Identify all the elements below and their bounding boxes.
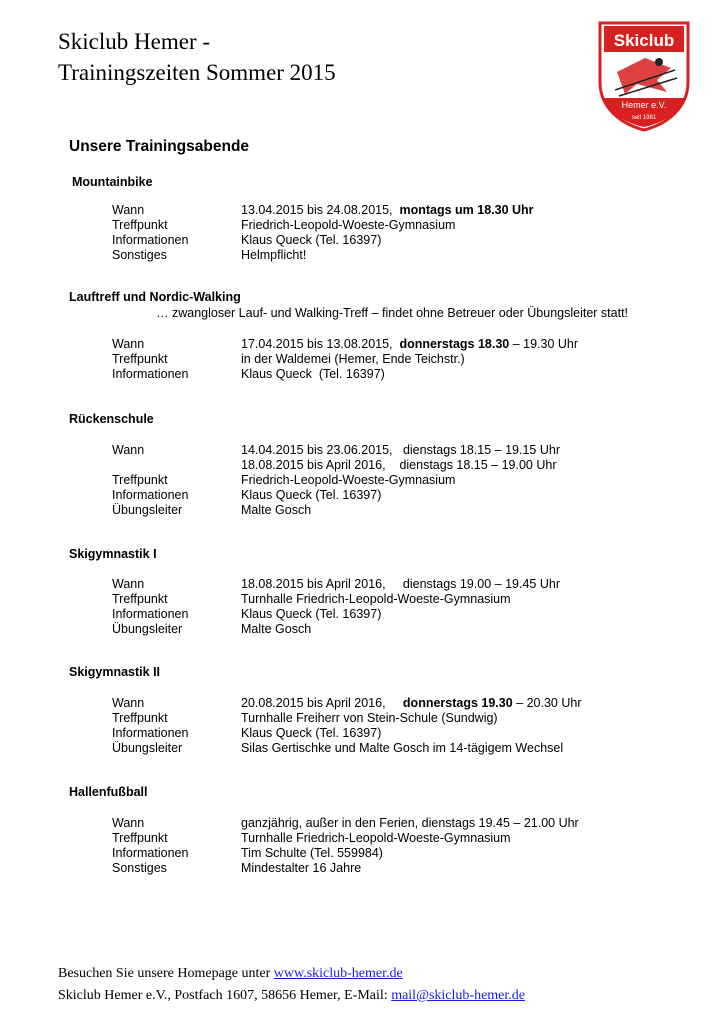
footer-homepage-text: Besuchen Sie unsere Homepage unter <box>58 966 274 981</box>
value-treffpunkt: Turnhalle Friedrich-Leopold-Woeste-Gymnasium <box>241 592 511 606</box>
value-sonstiges: Helmpflicht! <box>241 248 307 262</box>
value-wann: 18.08.2015 bis April 2016, dienstags 19.00 – 19.45 Uhr <box>241 577 560 591</box>
label-treffpunkt: Treffpunkt <box>112 831 168 845</box>
value-treffpunkt: Turnhalle Freiherr von Stein-Schule (Sundwig) <box>241 711 498 725</box>
label-informationen: Informationen <box>112 488 189 502</box>
logo-text-since: seit 1981 <box>631 115 657 121</box>
value-informationen: Klaus Queck (Tel. 16397) <box>241 233 382 247</box>
value-wann: 14.04.2015 bis 23.06.2015, dienstags 18.15 – 19.15 Uhr <box>241 443 560 457</box>
value-wann-bold: donnerstags 18.30 <box>399 337 510 351</box>
section-title-lauftreff: Lauftreff und Nordic-Walking <box>69 290 241 304</box>
section-title-rueckenschule: Rückenschule <box>69 412 154 426</box>
value-informationen: Klaus Queck (Tel. 16397) <box>241 367 385 381</box>
section-title-hallenfussball: Hallenfußball <box>69 785 148 799</box>
value-wann: 20.08.2015 bis April 2016, <box>241 696 403 710</box>
club-logo <box>597 20 691 132</box>
label-treffpunkt: Treffpunkt <box>112 592 168 606</box>
value-wann: 13.04.2015 bis 24.08.2015, <box>241 203 400 217</box>
label-sonstiges: Sonstiges <box>112 861 167 875</box>
email-link[interactable]: mail@skiclub-hemer.de <box>391 988 525 1003</box>
label-treffpunkt: Treffpunkt <box>112 218 168 232</box>
label-treffpunkt: Treffpunkt <box>112 352 168 366</box>
label-wann: Wann <box>112 337 145 351</box>
value-treffpunkt: Friedrich-Leopold-Woeste-Gymnasium <box>241 218 456 232</box>
label-informationen: Informationen <box>112 233 189 247</box>
section-note-lauftreff: … zwangloser Lauf- und Walking-Treff – findet ohne Betreuer oder Übungsleiter statt! <box>156 306 629 320</box>
section-title-mountainbike: Mountainbike <box>72 175 153 189</box>
value-informationen: Tim Schulte (Tel. 559984) <box>241 846 383 860</box>
value-wann: ganzjährig, außer in den Ferien, dienstags 19.45 – 21.00 Uhr <box>241 816 579 830</box>
section-title-skigymnastik-1: Skigymnastik I <box>69 547 157 561</box>
label-wann: Wann <box>112 577 145 591</box>
value-treffpunkt: Friedrich-Leopold-Woeste-Gymnasium <box>241 473 456 487</box>
title-line-1: Skiclub Hemer - <box>58 29 211 54</box>
label-informationen: Informationen <box>112 367 189 381</box>
label-uebungsleiter: Übungsleiter <box>112 503 183 517</box>
value-uebungsleiter: Malte Gosch <box>241 622 312 636</box>
label-uebungsleiter: Übungsleiter <box>112 622 183 636</box>
label-treffpunkt: Treffpunkt <box>112 473 168 487</box>
value-treffpunkt: Turnhalle Friedrich-Leopold-Woeste-Gymnasium <box>241 831 511 845</box>
label-informationen: Informationen <box>112 846 189 860</box>
label-wann: Wann <box>112 443 145 457</box>
value-informationen: Klaus Queck (Tel. 16397) <box>241 607 382 621</box>
value-sonstiges: Mindestalter 16 Jahre <box>241 861 362 875</box>
footer-address-text: Skiclub Hemer e.V., Postfach 1607, 58656 Hemer, E-Mail: <box>58 988 392 1003</box>
value-uebungsleiter: Silas Gertischke und Malte Gosch im 14-tägigem Wechsel <box>241 741 564 755</box>
label-sonstiges: Sonstiges <box>112 248 167 262</box>
label-informationen: Informationen <box>112 607 189 621</box>
page-heading: Unsere Trainingsabende <box>69 138 250 155</box>
value-informationen: Klaus Queck (Tel. 16397) <box>241 726 382 740</box>
value-wann-bold: donnerstags 19.30 <box>402 696 513 710</box>
club-logo-shield <box>597 20 691 132</box>
label-wann: Wann <box>112 816 145 830</box>
label-wann: Wann <box>112 203 145 217</box>
value-uebungsleiter: Malte Gosch <box>241 503 312 517</box>
value-wann-end: – 20.30 Uhr <box>512 696 582 710</box>
homepage-link[interactable]: www.skiclub-hemer.de <box>273 966 403 981</box>
footer-homepage-line <box>58 966 403 982</box>
label-uebungsleiter: Übungsleiter <box>112 741 183 755</box>
label-wann: Wann <box>112 696 145 710</box>
value-wann-2: 18.08.2015 bis April 2016, dienstags 18.15 – 19.00 Uhr <box>241 458 557 472</box>
value-wann-bold: montags um 18.30 Uhr <box>399 203 534 217</box>
value-wann-end: – 19.30 Uhr <box>509 337 579 351</box>
document-title <box>58 26 336 88</box>
label-treffpunkt: Treffpunkt <box>112 711 168 725</box>
logo-text-skiclub: Skiclub <box>613 31 675 50</box>
footer-address-line <box>58 988 525 1004</box>
value-informationen: Klaus Queck (Tel. 16397) <box>241 488 382 502</box>
value-wann: 17.04.2015 bis 13.08.2015, <box>241 337 400 351</box>
title-line-2: Trainingszeiten Sommer 2015 <box>58 60 336 85</box>
section-title-skigymnastik-2: Skigymnastik II <box>69 665 161 679</box>
logo-text-hemer: Hemer e.V. <box>621 100 667 110</box>
label-informationen: Informationen <box>112 726 189 740</box>
value-treffpunkt: in der Waldemei (Hemer, Ende Teichstr.) <box>241 352 465 366</box>
